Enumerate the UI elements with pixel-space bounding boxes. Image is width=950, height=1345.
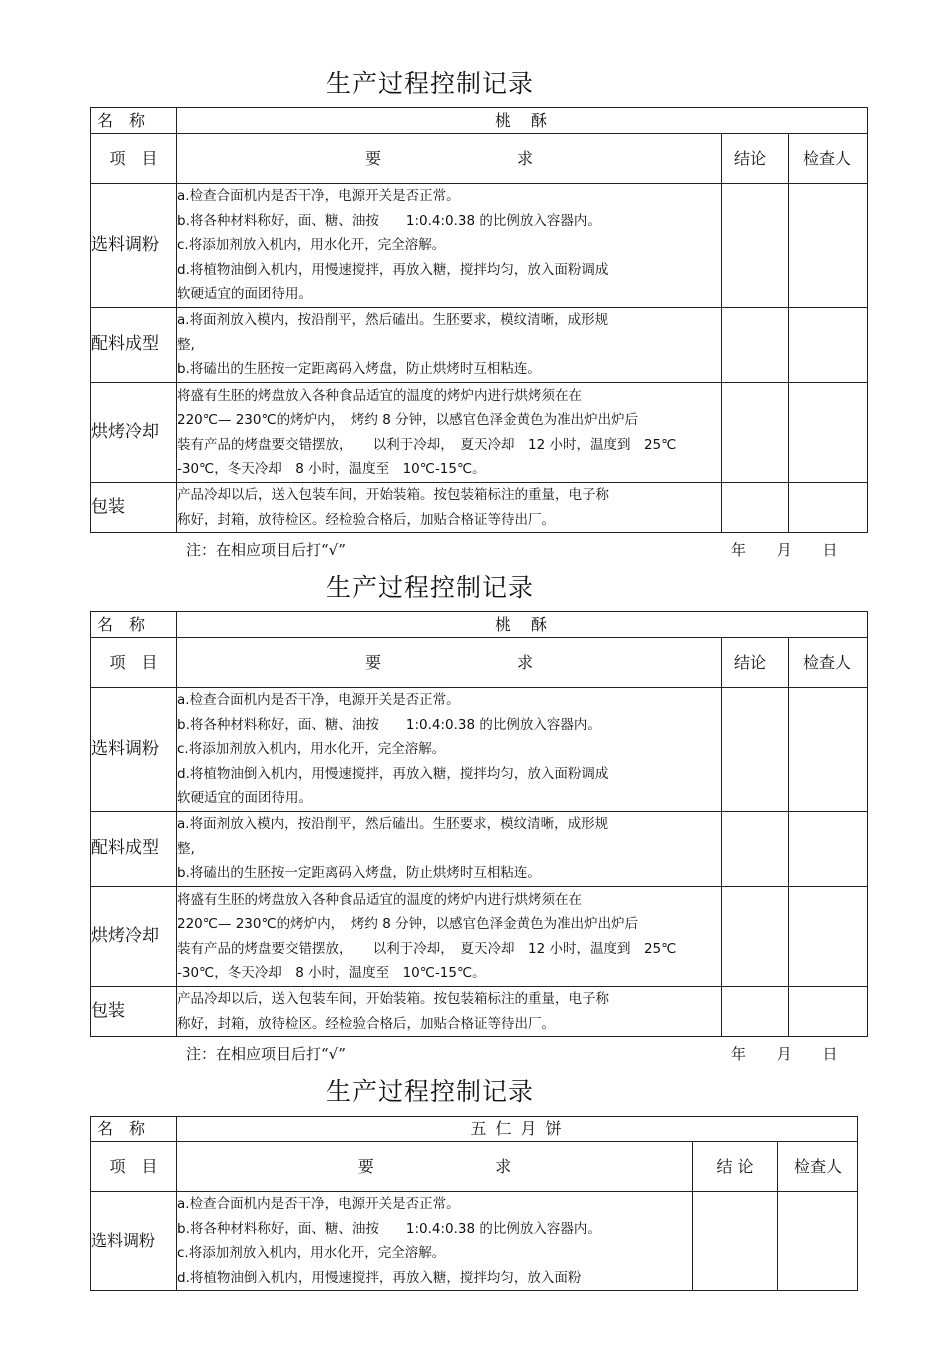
inspector-cell[interactable] <box>789 987 868 1037</box>
requirement-line: 220℃— 230℃的烤炉内， 烤约 8 分钟，以感官色泽金黄色为准出炉出炉后 <box>177 916 639 932</box>
section-requirements <box>177 812 722 887</box>
requirement-line: a.检查合面机内是否干净，电源开关是否正常。 <box>177 692 460 709</box>
requirement-line: 装有产品的烤盘要交错摆放， 以利于冷却， 夏天冷却 12 小时，温度到 25℃ <box>177 436 677 453</box>
requirement-line: d.将植物油倒入机内，用慢速搅拌，再放入糖，搅拌均匀，放入面粉调成 <box>177 261 609 278</box>
section-name: 配料成型 <box>91 812 177 887</box>
section-name: 选料调粉 <box>91 1192 177 1291</box>
item-label: 项 目 <box>91 638 177 688</box>
req-label-b: 求 <box>516 652 533 672</box>
header-row <box>91 1142 858 1192</box>
req-label-a: 要 <box>357 1156 374 1176</box>
requirement-header <box>177 638 722 688</box>
requirement-line: b.将各种材料称好，面、糖、油按 1:0.4:0.38 的比例放入容器内。 <box>177 716 601 733</box>
requirement-line: 称好，封箱，放待检区。经检验合格后，加贴合格证等待出厂。 <box>177 511 555 528</box>
requirement-line: c.将添加剂放入机内，用水化开，完全溶解。 <box>177 1245 446 1261</box>
section-row <box>91 483 868 533</box>
name-label: 名 称 <box>91 612 177 638</box>
conclusion-cell[interactable] <box>722 887 789 987</box>
record-1-title: 生产过程控制记录 <box>325 69 534 98</box>
conclusion-header: 结论 <box>722 638 789 688</box>
section-row <box>91 1192 858 1291</box>
product-name: 桃 酥 <box>177 612 868 638</box>
section-name: 烘烤冷却 <box>91 887 177 987</box>
name-row <box>91 1117 858 1142</box>
section-name: 选料调粉 <box>91 184 177 308</box>
req-label-b: 求 <box>495 1156 512 1176</box>
conclusion-cell[interactable] <box>722 383 789 483</box>
inspector-cell[interactable] <box>789 812 868 887</box>
header-row <box>91 638 868 688</box>
section-name: 烘烤冷却 <box>91 383 177 483</box>
req-label-a: 要 <box>364 652 381 672</box>
conclusion-cell[interactable] <box>722 483 789 533</box>
requirement-line: b.将各种材料称好，面、糖、油按 1:0.4:0.38 的比例放入容器内。 <box>177 1220 601 1237</box>
record-1-date: 年 月 日 <box>731 541 838 559</box>
record-1-table <box>90 107 868 533</box>
section-name: 包装 <box>91 987 177 1037</box>
section-row <box>91 383 868 483</box>
section-requirements <box>177 688 722 812</box>
requirement-line: c.将添加剂放入机内，用水化开，完全溶解。 <box>177 237 446 254</box>
conclusion-header: 结 论 <box>693 1142 778 1192</box>
section-requirements <box>177 483 722 533</box>
conclusion-header: 结论 <box>722 134 789 184</box>
name-label: 名 称 <box>91 108 177 134</box>
conclusion-cell[interactable] <box>722 812 789 887</box>
record-2-title: 生产过程控制记录 <box>325 573 534 602</box>
requirement-line: 整, <box>177 336 195 353</box>
requirement-line: a.将面剂放入模内，按沿削平，然后磕出。生胚要求，模纹清晰，成形规 <box>177 816 609 833</box>
requirement-line: -30℃，冬天冷却 8 小时，温度至 10℃-15℃。 <box>177 965 486 981</box>
requirement-line: b.将磕出的生胚按一定距离码入烤盘，防止烘烤时互相粘连。 <box>177 361 541 378</box>
product-name: 桃 酥 <box>177 108 868 134</box>
inspector-cell[interactable] <box>789 308 868 383</box>
requirement-line: 产品冷却以后，送入包装车间，开始装箱。按包装箱标注的重量，电子称 <box>177 991 609 1007</box>
requirement-line: c.将添加剂放入机内，用水化开，完全溶解。 <box>177 741 446 758</box>
inspector-header: 检查人 <box>778 1142 858 1192</box>
requirement-header <box>177 1142 693 1192</box>
requirement-line: 产品冷却以后，送入包装车间，开始装箱。按包装箱标注的重量，电子称 <box>177 487 609 503</box>
inspector-cell[interactable] <box>789 184 868 308</box>
requirement-line: a.检查合面机内是否干净，电源开关是否正常。 <box>177 1196 460 1212</box>
product-name: 五 仁 月 饼 <box>177 1117 858 1142</box>
requirement-line: b.将各种材料称好，面、糖、油按 1:0.4:0.38 的比例放入容器内。 <box>177 212 601 229</box>
section-row <box>91 308 868 383</box>
inspector-cell[interactable] <box>789 383 868 483</box>
inspector-cell[interactable] <box>789 483 868 533</box>
conclusion-cell[interactable] <box>722 688 789 812</box>
requirement-line: 软硬适宜的面团待用。 <box>177 790 312 807</box>
record-3-table <box>90 1116 858 1291</box>
req-label-b: 求 <box>516 148 533 168</box>
header-row <box>91 134 868 184</box>
section-requirements <box>177 1192 693 1291</box>
requirement-header <box>177 134 722 184</box>
section-row <box>91 688 868 812</box>
requirement-line: 220℃— 230℃的烤炉内， 烤约 8 分钟，以感官色泽金黄色为准出炉出炉后 <box>177 412 639 428</box>
section-name: 选料调粉 <box>91 688 177 812</box>
section-row <box>91 987 868 1037</box>
section-row <box>91 887 868 987</box>
section-row <box>91 812 868 887</box>
requirement-line: 整, <box>177 840 195 857</box>
inspector-cell[interactable] <box>789 887 868 987</box>
section-requirements <box>177 184 722 308</box>
section-requirements <box>177 887 722 987</box>
record-1-note: 注：在相应项目后打“√” <box>186 541 346 559</box>
section-name: 包装 <box>91 483 177 533</box>
requirement-line: a.检查合面机内是否干净，电源开关是否正常。 <box>177 188 460 205</box>
inspector-header: 检查人 <box>789 134 868 184</box>
section-requirements <box>177 308 722 383</box>
name-label: 名 称 <box>91 1117 177 1142</box>
item-label: 项 目 <box>91 134 177 184</box>
requirement-line: 装有产品的烤盘要交错摆放， 以利于冷却， 夏天冷却 12 小时，温度到 25℃ <box>177 940 677 957</box>
requirement-line: 将盛有生胚的烤盘放入各种食品适宜的温度的烤炉内进行烘烤须在在 <box>177 891 582 908</box>
req-label-a: 要 <box>364 148 381 168</box>
conclusion-cell[interactable] <box>722 308 789 383</box>
record-3-title: 生产过程控制记录 <box>325 1077 534 1106</box>
record-2-note: 注：在相应项目后打“√” <box>186 1045 346 1063</box>
requirement-line: 软硬适宜的面团待用。 <box>177 286 312 303</box>
record-2-date: 年 月 日 <box>731 1045 838 1063</box>
requirement-line: b.将磕出的生胚按一定距离码入烤盘，防止烘烤时互相粘连。 <box>177 865 541 882</box>
inspector-cell[interactable] <box>789 688 868 812</box>
section-requirements <box>177 383 722 483</box>
requirement-line: d.将植物油倒入机内，用慢速搅拌，再放入糖，搅拌均匀，放入面粉调成 <box>177 765 609 782</box>
record-2-table <box>90 611 868 1037</box>
item-label: 项 目 <box>91 1142 177 1192</box>
inspector-cell[interactable] <box>778 1192 858 1291</box>
requirement-line: -30℃，冬天冷却 8 小时，温度至 10℃-15℃。 <box>177 461 486 477</box>
conclusion-cell[interactable] <box>722 987 789 1037</box>
section-name: 配料成型 <box>91 308 177 383</box>
name-row <box>91 108 868 134</box>
requirement-line: 将盛有生胚的烤盘放入各种食品适宜的温度的烤炉内进行烘烤须在在 <box>177 387 582 404</box>
name-row <box>91 612 868 638</box>
requirement-line: a.将面剂放入模内，按沿削平，然后磕出。生胚要求，模纹清晰，成形规 <box>177 312 609 329</box>
section-row <box>91 184 868 308</box>
requirement-line: 称好，封箱，放待检区。经检验合格后，加贴合格证等待出厂。 <box>177 1015 555 1032</box>
conclusion-cell[interactable] <box>722 184 789 308</box>
section-requirements <box>177 987 722 1037</box>
conclusion-cell[interactable] <box>693 1192 778 1291</box>
requirement-line: d.将植物油倒入机内，用慢速搅拌，再放入糖，搅拌均匀，放入面粉 <box>177 1269 582 1286</box>
inspector-header: 检查人 <box>789 638 868 688</box>
